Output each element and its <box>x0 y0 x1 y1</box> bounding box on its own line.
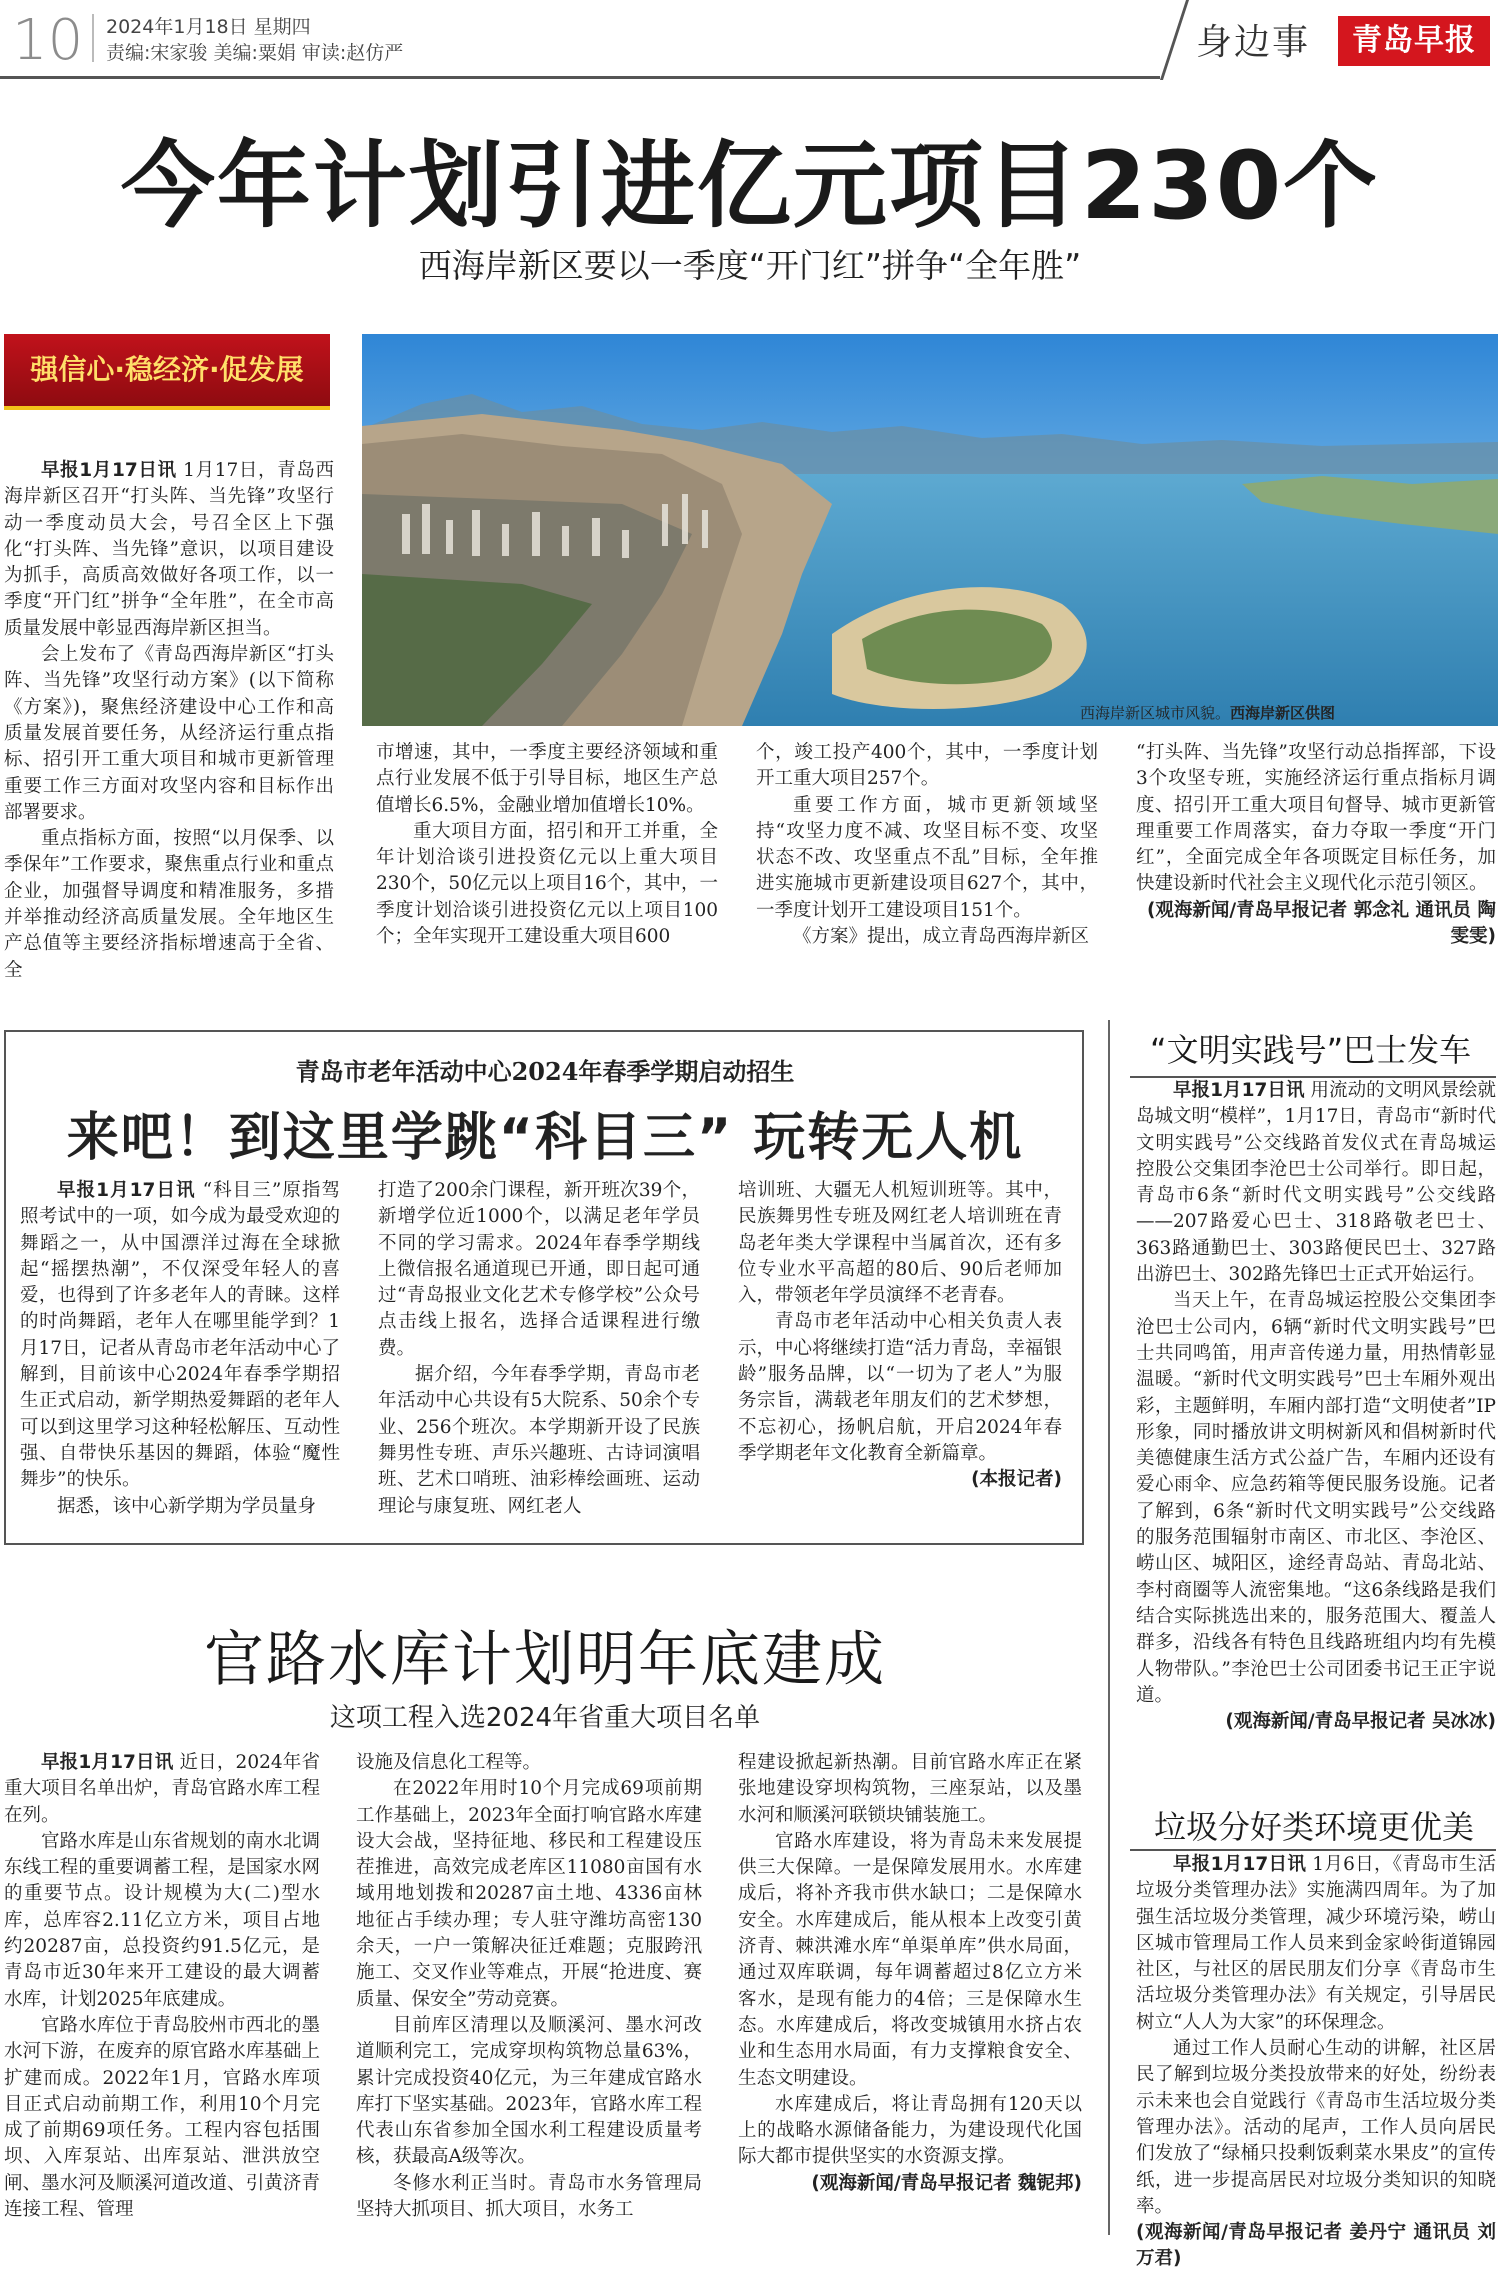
senior-col3-p1: 培训班、大疆无人机短训班等。其中，民族舞男性专班及网红老人培训班在青岛老年类大学课程中当属首次，还有多位专业水平高超的80后、90后老师加入，带领老年学员演绎不老青春。 <box>738 1180 1062 1307</box>
sidebar-divider <box>1108 1020 1110 2235</box>
reservoir-column-1 <box>4 1750 320 2223</box>
reservoir-col2-p4: 冬修水利正当时。青岛市水务管理局坚持大抓项目、抓大项目，水务工 <box>356 2172 702 2221</box>
bus-dateline: 早报1月17日讯 <box>1173 1080 1305 1101</box>
senior-col1-p2: 据悉，该中心新学期为学员量身 <box>57 1495 317 1517</box>
reservoir-column-2 <box>356 1750 702 2223</box>
lead-col1-p1: 1月17日，青岛西海岸新区召开“打头阵、当先锋”攻坚行动一季度动员大会，号召全区上下强化“打头阵、当先锋”意识，以项目建设为抓手，高质高效做好各项工作，以一季度“开门红”拼争“全年胜”，在全市高质量发展中彰显西海岸新区担当。 <box>4 460 334 639</box>
editors-line: 责编:宋家骏 美编:粟娟 审读:赵仿严 <box>106 42 404 64</box>
senior-dateline: 早报1月17日讯 <box>57 1180 196 1201</box>
reservoir-dateline: 早报1月17日讯 <box>41 1752 174 1773</box>
senior-col1-p1: “科目三”原指驾照考试中的一项，如今成为最受欢迎的舞蹈之一，从中国漂洋过海在全球掀起“摇摆热潮”，不仅深受年轻人的喜爱，也得到了许多老年人的青睐。这样的时尚舞蹈，老年人在哪里能学到？1月17日，记者从青岛市老年活动中心了解到，目前该中心2024年春季学期招生正式启动，新学期热爱舞蹈的老年人可以到这里学习这种轻松解压、互动性强、自带快乐基因的舞蹈，体验“魔性舞步”的快乐。 <box>20 1180 340 1491</box>
lead-column-2 <box>376 740 718 950</box>
senior-column-2 <box>378 1178 700 1520</box>
reservoir-byline: (观海新闻/青岛早报记者 魏铌邦) <box>811 2172 1082 2194</box>
garbage-p2: 通过工作人员耐心生动的讲解，社区居民了解到垃圾分类投放带来的好处，纷纷表示未来也会自觉践行《青岛市生活垃圾分类管理办法》。活动的尾声，工作人员向居民们发放了“绿桶只投剩饭剩菜水果皮”的宣传纸，进一步提高居民对垃圾分类知识的知晓率。 <box>1136 2038 1496 2217</box>
senior-headline: 来吧！到这里学跳“科目三” 玩转无人机 <box>66 1108 1024 1168</box>
photo-caption <box>1080 702 1335 723</box>
garbage-dateline: 早报1月17日讯 <box>1173 1854 1307 1875</box>
lead-col2-p1: 市增速，其中，一季度主要经济领域和重点行业发展不低于引导目标，地区生产总值增长6.5%，金融业增加值增长10%。 <box>376 742 718 816</box>
newspaper-logo: 青岛早报 <box>1338 16 1490 66</box>
reservoir-headline: 官路水库计划明年底建成 <box>204 1625 886 1695</box>
bus-p1: 用流动的文明风景绘就岛城文明“模样”，1月17日，青岛市“新时代文明实践号”公交线路首发仪式在青岛城运控股公交集团李沧巴士公司举行。即日起，青岛市6条“新时代文明实践号”公交线路——207路爱心巴士、318路敬老巴士、363路通勤巴士、303路便民巴士、327路出游巴士、302路先锋巴士正式开始运行。 <box>1136 1080 1496 1286</box>
reservoir-column-3 <box>738 1750 1082 2197</box>
senior-col2-p1: 打造了200余门课程，新开班次39个，新增学位近1000个，以满足老年学员不同的学习需求。2024年春季学期线上微信报名通道现已开通，即日起可通过“青岛报业文化艺术专修学校”公众号点击线上报名，选择合适课程进行缴费。 <box>378 1180 700 1359</box>
lead-col2-p2: 重大项目方面，招引和开工并重，全年计划洽谈引进投资亿元以上重大项目230个，50亿元以上项目16个，其中，一季度计划洽谈引进投资亿元以上项目100个；全年实现开工建设重大项目600 <box>376 820 718 948</box>
reservoir-col2-p3: 目前库区清理以及顺溪河、墨水河改道顺利完工，完成穿坝构筑物总量63%，累计完成投资40亿元，为三年建成官路水库打下坚实基础。2023年，官路水库工程代表山东省参加全国水利工程建设质量考核，获最高A级等次。 <box>356 2014 702 2168</box>
lead-col4-p1: “打头阵、当先锋”攻坚行动总指挥部，下设3个攻坚专班，实施经济运行重点指标月调度、招引开工重大项目旬督导、城市更新管理重要工作周落实，奋力夺取一季度“开门红”，全面完成全年各项既定目标任务，加快建设新时代社会主义现代化示范引领区。 <box>1136 742 1496 895</box>
senior-kicker: 青岛市老年活动中心2024年春季学期启动招生 <box>295 1057 795 1086</box>
lead-col1-p3: 重点指标方面，按照“以月保季、以季保年”工作要求，聚焦重点行业和重点企业，加强督导调度和精准服务，多措并举推动经济高质量发展。全年地区生产总值等主要经济指标增速高于全省、全 <box>4 828 334 981</box>
bus-p2: 当天上午，在青岛城运控股公交集团李沧巴士公司内，6辆“新时代文明实践号”巴士共同鸣笛，用声音传递力量，用热情彰显温暖。“新时代文明实践号”巴士车厢外观出彩，主题鲜明，车厢内部打造“文明使者”IP形象，同时播放讲文明树新风和倡树新时代美德健康生活方式公益广告，车厢内还设有爱心雨伞、应急药箱等便民服务设施。记者了解到，6条“新时代文明实践号”公交线路的服务范围辐射市南区、市北区、李沧区、崂山区、城阳区，途经青岛站、青岛北站、李村商圈等人流密集地。“这6条线路是我们结合实际挑选出来的，服务范围大、覆盖人群多，沿线各有特色且线路班组内均有先模人物带队。”李沧巴士公司团委书记王正宇说道。 <box>1136 1290 1496 1706</box>
header-divider <box>92 14 94 62</box>
panorama-illustration <box>362 334 1498 726</box>
lead-column-1 <box>4 458 334 984</box>
reservoir-col3-p3: 水库建成后，将让青岛拥有120天以上的战略水源储备能力，为建设现代化国际大都市提供坚实的水资源支撑。 <box>738 2093 1082 2168</box>
header-rule <box>0 76 1160 79</box>
lead-column-4 <box>1136 740 1496 950</box>
reservoir-col3-p2: 官路水库建设，将为青岛未来发展提供三大保障。一是保障发展用水。水库建成后，将补齐我市供水缺口；二是保障水安全。水库建成后，能从根本上改变引黄济青、棘洪滩水库“单渠单库”供水局面，通过双库联调，每年调蓄超过8亿立方米客水，是现有能力的4倍；三是保障水生态。水库建成后，将改变城镇用水挤占农业和生态用水局面，有力支撑粮食安全、生态文明建设。 <box>738 1830 1082 2089</box>
garbage-rule <box>1130 1849 1496 1851</box>
section-name: 身边事 <box>1196 22 1311 63</box>
lead-column-3 <box>756 740 1098 950</box>
reservoir-col1-p2: 官路水库是山东省规划的南水北调东线工程的重要调蓄工程，是国家水网的重要节点。设计规模为大(二)型水库，总库容2.11亿立方米，项目占地约20287亩，总投资约91.5亿元，是青岛市近30年来开工建设的最大调蓄水库，计划2025年底建成。 <box>4 1830 320 2010</box>
lead-col3-p2: 重要工作方面，城市更新领域坚持“攻坚力度不减、攻坚目标不变、攻坚状态不改、攻坚重点不乱”目标，全年推进实施城市更新建设项目627个，其中，一季度计划开工建设项目151个。 <box>756 794 1098 921</box>
lead-byline: (观海新闻/青岛早报记者 郭念礼 通讯员 陶雯雯) <box>1146 899 1496 948</box>
campaign-tag <box>4 334 330 410</box>
lead-dateline: 早报1月17日讯 <box>41 460 177 481</box>
reservoir-col3-p1: 程建设掀起新热潮。目前官路水库正在紧张地建设穿坝构筑物，三座泵站，以及墨水河和顺溪河联锁块铺装施工。 <box>738 1752 1082 1826</box>
reservoir-col2-p1: 设施及信息化工程等。 <box>356 1752 542 1773</box>
page-header <box>0 0 1500 80</box>
lead-col3-p1: 个，竣工投产400个，其中，一季度计划开工重大项目257个。 <box>756 742 1098 790</box>
reservoir-col2-p2: 在2022年用时10个月完成69项前期工作基础上，2023年全面打响官路水库建设大会战，坚持征地、移民和工程建设压茬推进，高效完成老库区11080亩国有水域用地划拨和20287亩土地、4336亩林地征占手续办理；专人驻守潍坊高密130余天，一户一策解决征迁难题；克服跨汛施工、交叉作业等难点，开展“抢进度、赛质量、保安全”劳动竞赛。 <box>356 1778 702 2010</box>
lead-col3-p3: 《方案》提出，成立青岛西海岸新区 <box>793 926 1090 948</box>
reservoir-col1-p3: 官路水库位于青岛胶州市西北的墨水河下游，在废弃的原官路水库基础上扩建而成。2022年1月，官路水库项目正式启动前期工作，利用10个月完成了前期69项任务。工程内容包括围坝、入库泵站、出库泵站、泄洪放空闸、墨水河及顺溪河道改道、引黄济青连接工程、管理 <box>4 2014 320 2221</box>
photo-caption-text: 西海岸新区城市风貌。 <box>1080 704 1231 722</box>
senior-col3-p2: 青岛市老年活动中心相关负责人表示，中心将继续打造“活力青岛，幸福银龄”服务品牌，以“一切为了老人”为服务宗旨，满载老年朋友们的艺术梦想，不忘初心，扬帆启航，开启2024年春季学期老年文化教育全新篇章。 <box>738 1311 1062 1464</box>
bus-story-body <box>1136 1078 1496 1735</box>
lead-subheadline: 西海岸新区要以一季度“开门红”拼争“全年胜” <box>418 246 1082 285</box>
bus-byline: (观海新闻/青岛早报记者 吴冰冰) <box>1225 1711 1496 1733</box>
date-line: 2024年1月18日 星期四 <box>106 16 311 38</box>
campaign-tag-text: 强信心·稳经济·促发展 <box>30 353 304 386</box>
reservoir-subheadline: 这项工程入选2024年省重大项目名单 <box>329 1703 761 1733</box>
senior-byline: (本报记者) <box>971 1469 1062 1491</box>
photo-credit: 西海岸新区供图 <box>1230 704 1336 722</box>
page-number: 10 <box>12 8 84 73</box>
reservoir-col1-p1: 近日，2024年省重大项目名单出炉，青岛官路水库工程在列。 <box>4 1752 320 1826</box>
garbage-p1: 1月6日，《青岛市生活垃圾分类管理办法》实施满四周年。为了加强生活垃圾分类管理，减少环境污染，崂山区城市管理局工作人员来到金家岭街道锦园社区，与社区的居民朋友们分享《青岛市生活垃圾分类管理办法》有关规定，引导居民树立“人人为大家”的环保理念。 <box>1136 1854 1496 2033</box>
garbage-byline: (观海新闻/青岛早报记者 姜丹宁 通讯员 刘万君) <box>1136 2222 1496 2270</box>
senior-col2-p2: 据介绍，今年春季学期，青岛市老年活动中心共设有5大院系、50余个专业、256个班次。本学期新开设了民族舞男性专班、声乐兴趣班、古诗词演唱班、艺术口哨班、油彩棒绘画班、运动理论与康复班、网红老人 <box>378 1364 700 1517</box>
city-panorama-photo <box>362 334 1498 726</box>
garbage-headline: 垃圾分好类环境更优美 <box>1154 1808 1475 1846</box>
senior-column-3 <box>738 1178 1062 1494</box>
lead-headline: 今年计划引进亿元项目230个 <box>120 132 1380 241</box>
senior-column-1 <box>20 1178 340 1520</box>
lead-col1-p2: 会上发布了《青岛西海岸新区“打头阵、当先锋”攻坚行动方案》(以下简称《方案》)，聚焦经济建设中心工作和高质量发展首要任务，从经济运行重点指标、招引开工重大项目和城市更新管理重要工作三方面对攻坚内容和目标作出部署要求。 <box>4 644 334 823</box>
bus-headline: “文明实践号”巴士发车 <box>1150 1031 1472 1069</box>
garbage-story-body <box>1136 1852 1496 2273</box>
